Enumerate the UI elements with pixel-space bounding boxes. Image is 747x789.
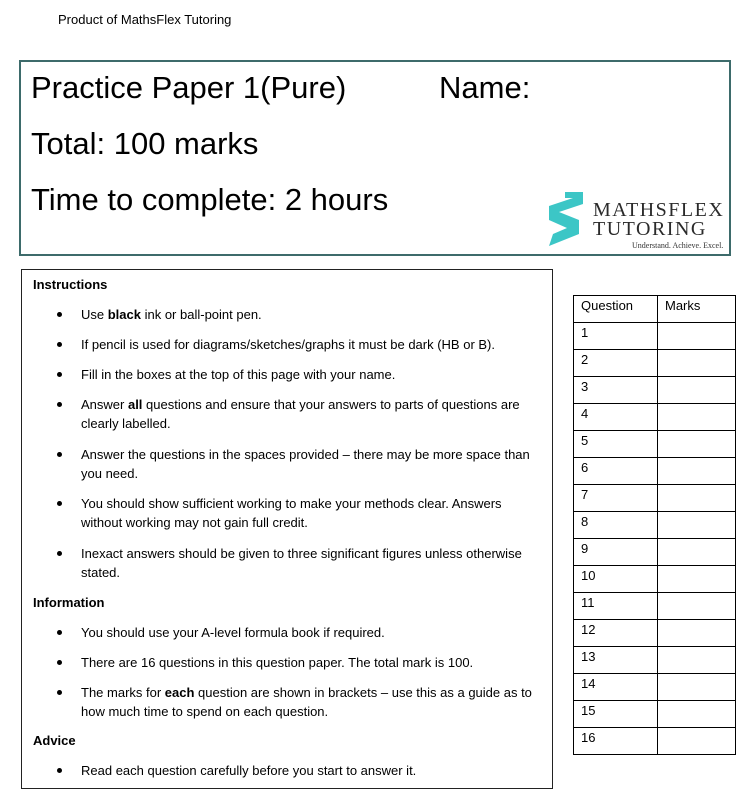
marks-entry-cell[interactable] [658,512,736,539]
marks-entry-cell[interactable] [658,377,736,404]
advice-title: Advice [33,733,76,748]
marks-entry-cell[interactable] [658,323,736,350]
instruction-item: Fill in the boxes at the top of this page with your name. [58,365,538,384]
table-row [574,485,736,512]
total-marks: Total: 100 marks [31,126,259,161]
instruction-item: You should show sufficient working to make your methods clear. Answers without working may not gain full credit. [58,494,538,532]
table-row [574,512,736,539]
marks-entry-cell[interactable] [658,404,736,431]
table-row [574,404,736,431]
table-row [574,701,736,728]
marks-entry-cell[interactable] [658,674,736,701]
instruction-item: Answer all questions and ensure that your answers to parts of questions are clearly labelled. [58,395,538,433]
marks-entry-cell[interactable] [658,458,736,485]
marks-entry-cell[interactable] [658,566,736,593]
instruction-item: Inexact answers should be given to three significant figures unless otherwise stated. [58,544,538,582]
marks-entry-cell[interactable] [658,539,736,566]
question-number-cell: 3 [574,377,658,404]
logo-line2: TUTORING [593,218,707,240]
question-number-cell: 12 [574,620,658,647]
instructions-title: Instructions [33,277,108,292]
table-row [574,350,736,377]
marks-entry-cell[interactable] [658,701,736,728]
question-number-cell: 8 [574,512,658,539]
marks-entry-cell[interactable] [658,431,736,458]
marks-entry-cell[interactable] [658,728,736,755]
paper-title: Practice Paper 1(Pure) [31,70,347,105]
table-row [574,620,736,647]
table-row [574,647,736,674]
logo-s-icon [545,190,587,248]
table-row [574,377,736,404]
question-number-cell: 13 [574,647,658,674]
marks-table [573,295,736,755]
question-number-cell: 6 [574,458,658,485]
table-row [574,593,736,620]
information-item: There are 16 questions in this question paper. The total mark is 100. [58,653,538,672]
information-title: Information [33,595,105,610]
question-number-cell: 2 [574,350,658,377]
table-row [574,458,736,485]
instruction-item: Use black ink or ball-point pen. [58,305,538,324]
logo-tagline: Understand. Achieve. Excel. [632,241,724,250]
table-row [574,728,736,755]
question-number-cell: 4 [574,404,658,431]
marks-entry-cell[interactable] [658,593,736,620]
table-row [574,431,736,458]
question-number-cell: 16 [574,728,658,755]
product-line: Product of MathsFlex Tutoring [58,12,232,27]
question-number-cell: 14 [574,674,658,701]
instructions-box [21,269,553,789]
question-header: Question [574,296,658,323]
question-number-cell: 7 [574,485,658,512]
instruction-item: Answer the questions in the spaces provided – there may be more space than you need. [58,445,538,483]
question-number-cell: 1 [574,323,658,350]
question-number-cell: 11 [574,593,658,620]
table-row [574,323,736,350]
marks-entry-cell[interactable] [658,620,736,647]
marks-header: Marks [658,296,736,323]
information-item: The marks for each question are shown in brackets – use this as a guide as to how much time to spend on each question. [58,683,538,721]
logo-line1: MATHSFLEX [593,199,725,221]
mathsflex-logo [545,190,730,252]
marks-entry-cell[interactable] [658,647,736,674]
marks-entry-cell[interactable] [658,350,736,377]
table-row [574,674,736,701]
instruction-item: If pencil is used for diagrams/sketches/graphs it must be dark (HB or B). [58,335,538,354]
time-to-complete: Time to complete: 2 hours [31,182,389,217]
question-number-cell: 9 [574,539,658,566]
name-label: Name: [439,70,531,105]
question-number-cell: 5 [574,431,658,458]
question-number-cell: 10 [574,566,658,593]
marks-entry-cell[interactable] [658,485,736,512]
information-item: You should use your A-level formula book if required. [58,623,538,642]
table-row [574,566,736,593]
question-number-cell: 15 [574,701,658,728]
advice-item: Read each question carefully before you start to answer it. [58,761,538,780]
table-row [574,539,736,566]
